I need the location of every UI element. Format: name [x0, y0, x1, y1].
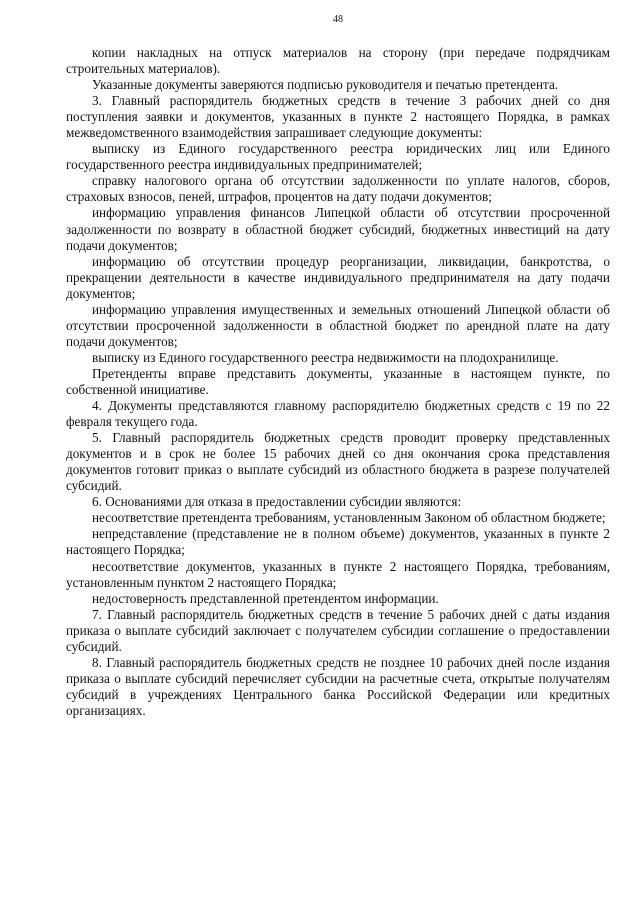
paragraph: 4. Документы представляются главному распорядителю бюджетных средств с 19 по 22 февраля текущего года.: [66, 398, 610, 430]
paragraph: информацию об отсутствии процедур реорганизации, ликвидации, банкротства, о прекращении деятельности в качестве индивидуального предпринимателя на дату подачи документов;: [66, 253, 610, 301]
paragraph: 3. Главный распорядитель бюджетных средств в течение 3 рабочих дней со дня поступления заявки и документов, указанных в пункте 2 настоящего Порядка, в рамках межведомственного взаимодействия запрашивает следующие документы:: [66, 93, 610, 141]
paragraph: 8. Главный распорядитель бюджетных средств не позднее 10 рабочих дней после издания приказа о выплате субсидий перечисляет субсидии на расчетные счета, открытые получателям субсидий в учреждениях Центрального банка Российской Федерации или кредитных организациях.: [66, 654, 610, 718]
paragraph: недостоверность представленной претендентом информации.: [92, 590, 439, 606]
paragraph: справку налогового органа об отсутствии задолженности по уплате налогов, сборов, страховых взносов, пеней, штрафов, процентов на дату подачи документов;: [66, 173, 610, 205]
paragraph: информацию управления финансов Липецкой области об отсутствии просроченной задолженности по возврату в областной бюджет субсидий, бюджетных инвестиций на дату подачи документов;: [66, 205, 610, 253]
paragraph: Указанные документы заверяются подписью руководителя и печатью претендента.: [92, 77, 559, 93]
paragraph: выписку из Единого государственного реестра юридических лиц или Единого государственного реестра индивидуальных предпринимателей;: [66, 141, 610, 173]
page-number: 48: [333, 14, 343, 25]
paragraph: выписку из Единого государственного реестра недвижимости на плодохранилище.: [92, 349, 559, 365]
paragraph: Претенденты вправе представить документы, указанные в настоящем пункте, по собственной инициативе.: [66, 365, 610, 397]
paragraph: 7. Главный распорядитель бюджетных средств в течение 5 рабочих дней с даты издания приказа о выплате субсидий заключает с получателем субсидии соглашение о предоставлении субсидий.: [66, 606, 610, 654]
paragraph: несоответствие документов, указанных в пункте 2 настоящего Порядка, требованиям, установленным пунктом 2 настоящего Порядка;: [66, 558, 610, 590]
paragraph: несоответствие претендента требованиям, установленным Законом об областном бюджете;: [92, 510, 606, 526]
paragraph: 6. Основаниями для отказа в предоставлении субсидии являются:: [92, 494, 462, 510]
paragraph: копии накладных на отпуск материалов на сторону (при передаче подрядчикам строительных материалов).: [66, 45, 610, 77]
paragraph: информацию управления имущественных и земельных отношений Липецкой области об отсутствии просроченной задолженности в областной бюджет по арендной плате на дату подачи документов;: [66, 301, 610, 349]
paragraph: 5. Главный распорядитель бюджетных средств проводит проверку представленных документов и в срок не более 15 рабочих дней со дня окончания срока представления документов готовит приказ о выплате субсидий из областного бюджета в разрезе получателей субсидий.: [66, 430, 610, 494]
document-body: [66, 45, 610, 719]
paragraph: непредставление (представление не в полном объеме) документов, указанных в пункте 2 настоящего Порядка;: [66, 526, 610, 558]
